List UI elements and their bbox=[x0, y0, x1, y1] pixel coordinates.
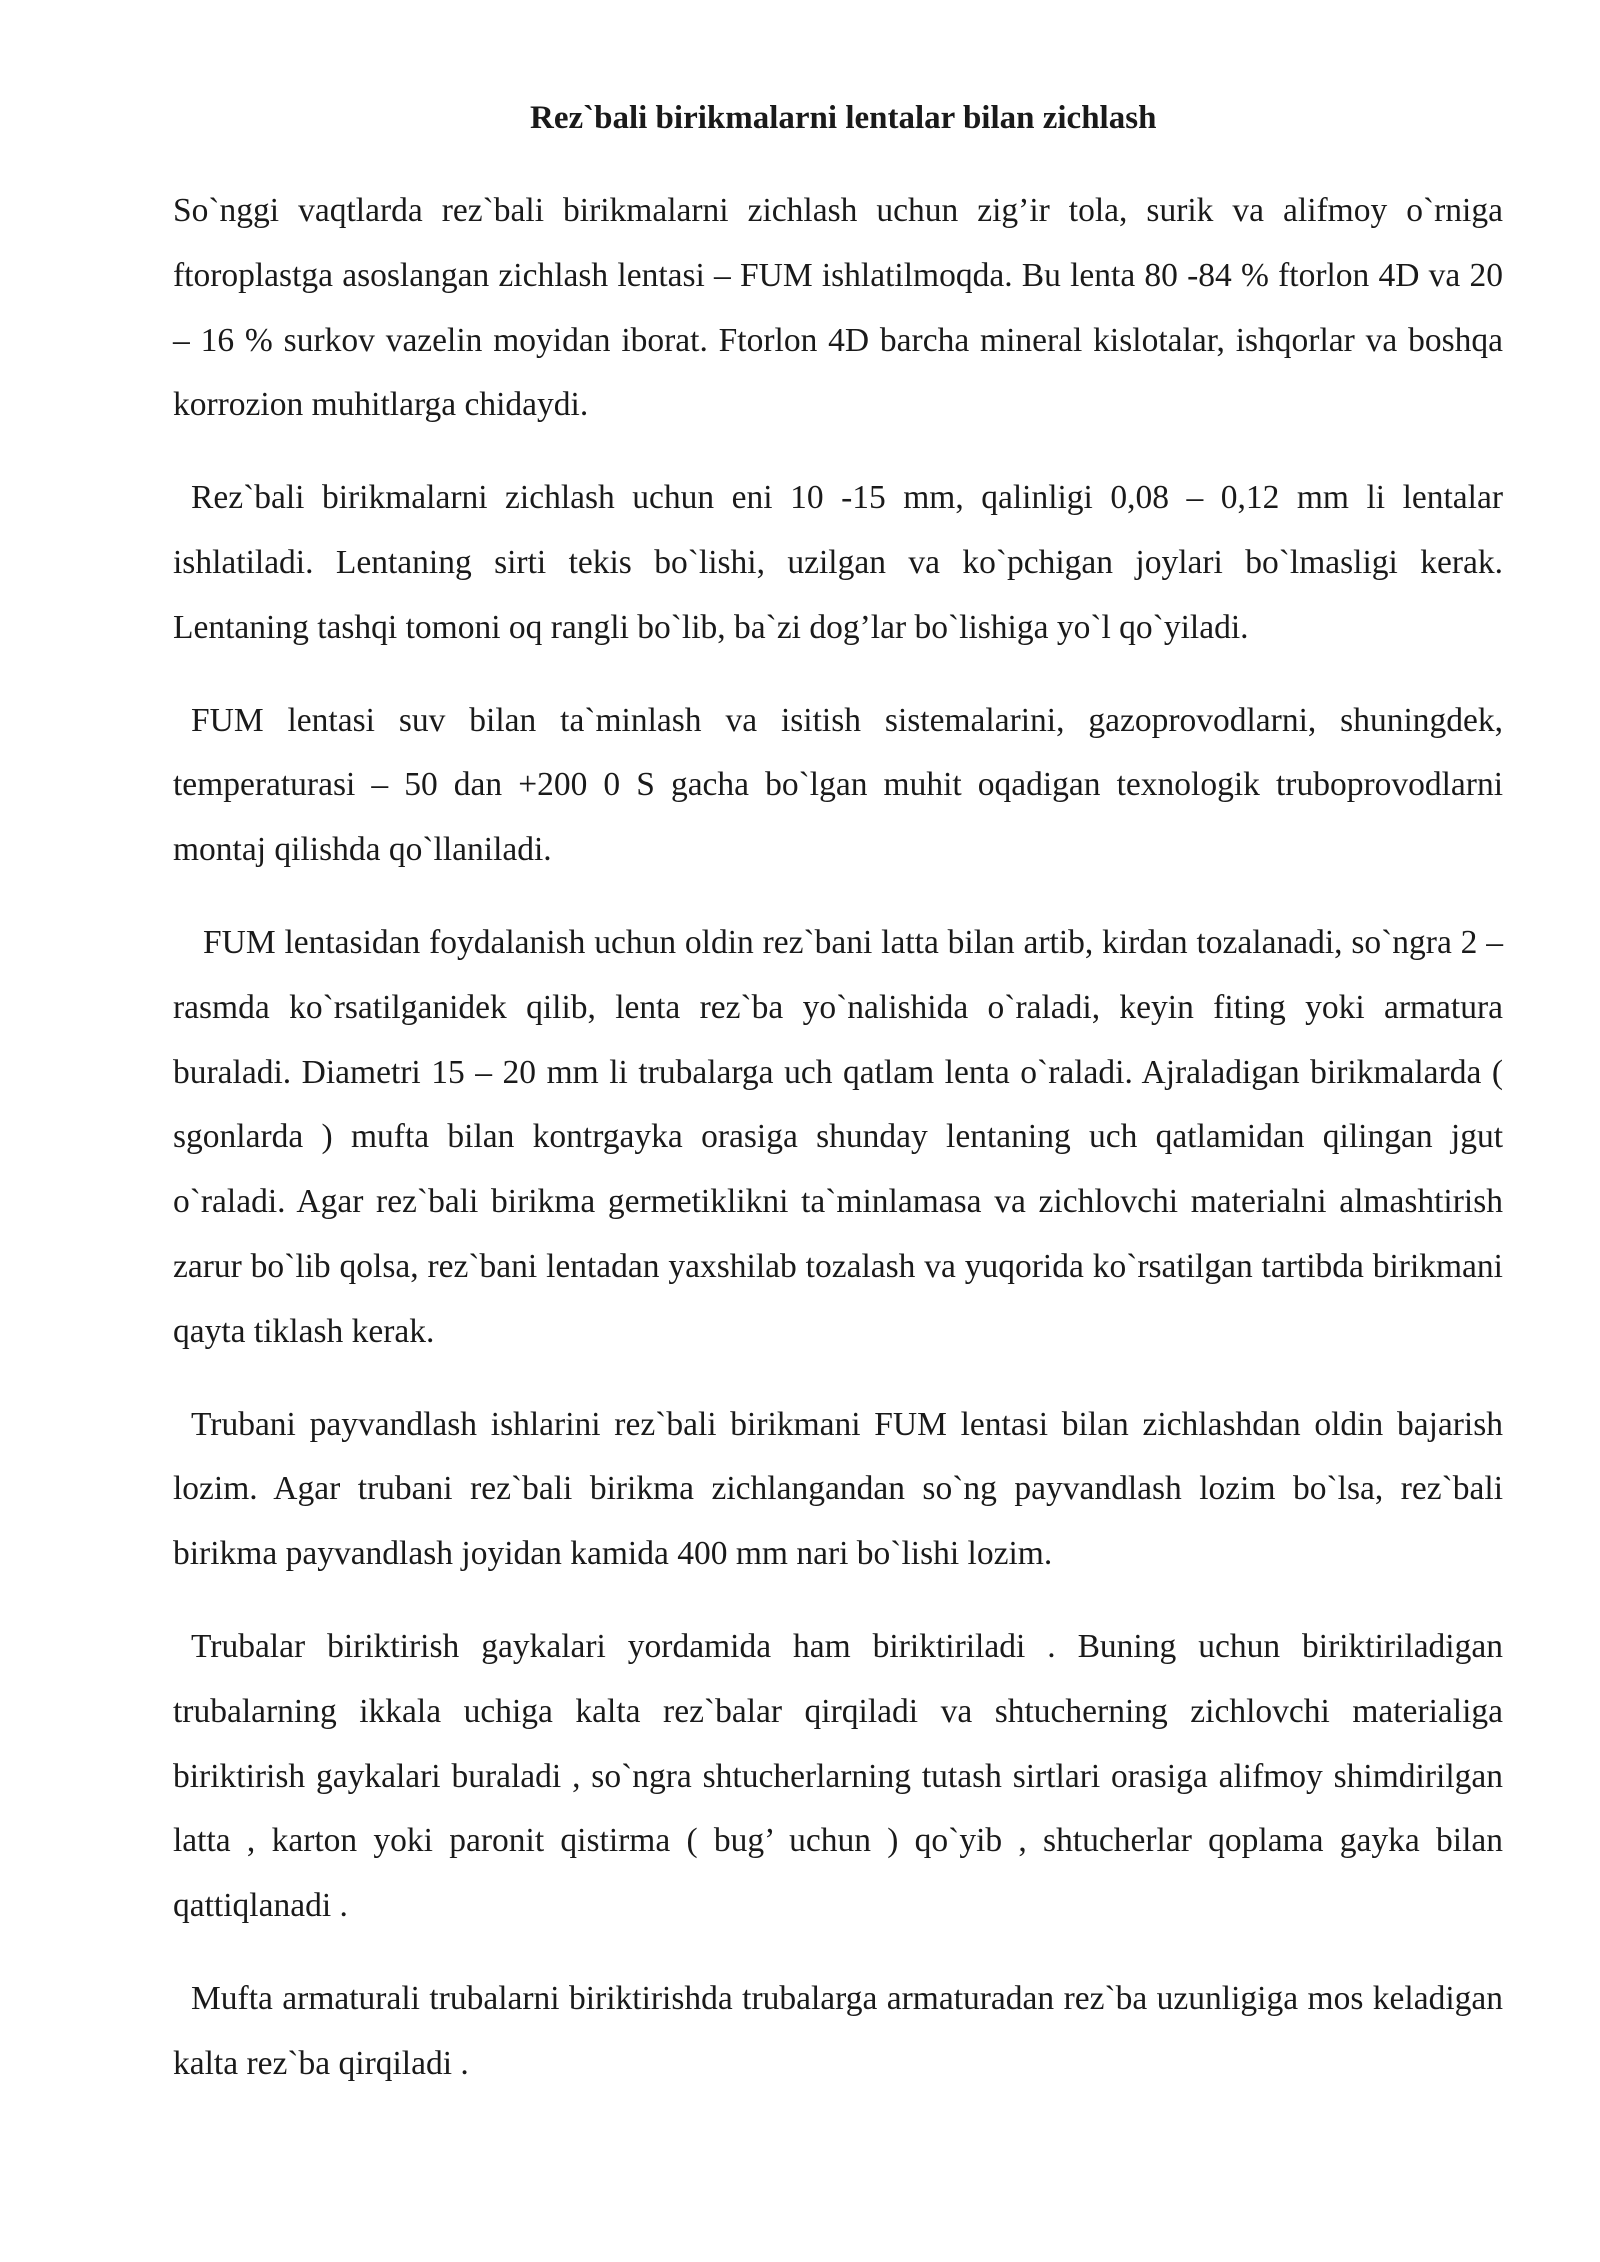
document-body bbox=[173, 179, 1503, 2125]
paragraph-1: So`nggi vaqtlarda rez`bali birikmalarni zichlash uchun zig’ir tola, surik va alifmoy o`rniga ftoroplastga asoslangan zichlash lentasi – FUM ishlatilmoqda. Bu lenta 80 -84 % ftorlon 4D va 20 – 16 % surkov vazelin moyidan iborat. Ftorlon 4D barcha mineral kislotalar, ishqorlar va boshqa korrozion muhitlarga chidaydi. bbox=[173, 192, 1503, 424]
document-title: Rez`bali birikmalarni lentalar bilan zichlash bbox=[530, 100, 1157, 136]
paragraph-6: Trubalar biriktirish gaykalari yordamida ham biriktiriladi . Buning uchun biriktiriladigan trubalarning ikkala uchiga kalta rez`balar qirqiladi va shtucherning zichlovchi materialiga biriktirish gaykalari buraladi , so`ngra shtucherlarning tutash sirtlari orasiga alifmoy shimdirilgan latta , karton yoki paronit qistirma ( bug’ uchun ) qo`yib , shtucherlar qoplama gayka bilan qattiqlanadi . bbox=[173, 1627, 1503, 1925]
paragraph-3: FUM lentasi suv bilan ta`minlash va isitish sistemalarini, gazoprovodlarni, shuningdek, temperaturasi – 50 dan +200 0 S gacha bo`lgan muhit oqadigan texnologik truboprovodlarni montaj qilishda qo`llaniladi. bbox=[173, 701, 1503, 869]
paragraph-2: Rez`bali birikmalarni zichlash uchun eni 10 -15 mm, qalinligi 0,08 – 0,12 mm li lentalar ishlatiladi. Lentaning sirti tekis bo`lishi, uzilgan va ko`pchigan joylari bo`lmasligi kerak. Lentaning tashqi tomoni oq rangli bo`lib, ba`zi dog’lar bo`lishiga yo`l qo`yiladi. bbox=[173, 479, 1503, 646]
paragraph-5: Trubani payvandlash ishlarini rez`bali birikmani FUM lentasi bilan zichlashdan oldin bajarish lozim. Agar trubani rez`bali birikma zichlangandan so`ng payvandlash lozim bo`lsa, rez`bali birikma payvandlash joyidan kamida 400 mm nari bo`lishi lozim. bbox=[173, 1405, 1503, 1573]
paragraph-4: FUM lentasidan foydalanish uchun oldin rez`bani latta bilan artib, kirdan tozalanadi, so`ngra 2 – rasmda ko`rsatilganidek qilib, lenta rez`ba yo`nalishida o`raladi, keyin fiting yoki armatura buraladi. Diametri 15 – 20 mm li trubalarga uch qatlam lenta o`raladi. Ajraladigan birikmalarda ( sgonlarda ) mufta bilan kontrgayka orasiga shunday lentaning uch qatlamidan qilingan jgut o`raladi. Agar rez`bali birikma germetiklikni ta`minlamasa va zichlovchi materialni almashtirish zarur bo`lib qolsa, rez`bani lentadan yaxshilab tozalash va yuqorida ko`rsatilgan tartibda birikmani qayta tiklash kerak. bbox=[173, 923, 1503, 1350]
paragraph-7: Mufta armaturali trubalarni biriktirishda trubalarga armaturadan rez`ba uzunligiga mos keladigan kalta rez`ba qirqiladi . bbox=[173, 1979, 1503, 2082]
